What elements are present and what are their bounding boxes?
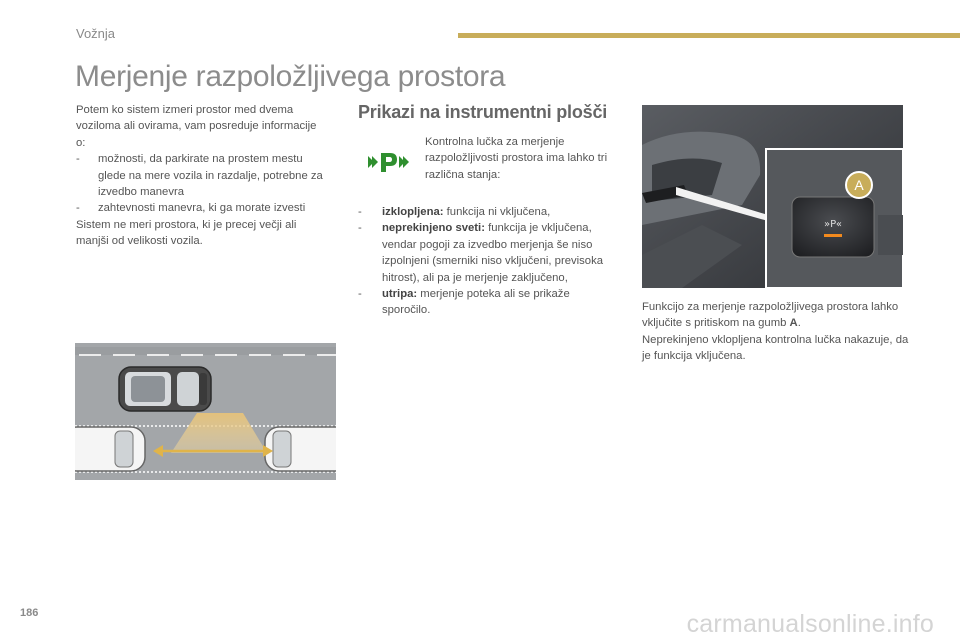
indicator-description: Kontrolna lučka za merjenje razpoložljivosti prostora ima lahko tri različna stanja:: [425, 136, 608, 181]
bullet-dash: -: [76, 153, 80, 166]
button-letter: A: [789, 317, 798, 330]
state-text: funkcija je vključena, vendar pogoji za izvedbo merjenja še niso izpolnjeni (smerniki niso vključeni, previsoka hitrost), ali pa je merjenje zaključeno,: [382, 222, 604, 284]
car-parked-left: [75, 427, 145, 471]
parking-space-illustration: [75, 343, 336, 480]
button-led-icon: [824, 234, 842, 237]
button-text-2: Neprekinjeno vklopljena kontrolna lučka nakazuje, da je funkcija vključena.: [642, 333, 909, 363]
page-number: 186: [20, 607, 39, 619]
button-text: [642, 299, 912, 332]
intro-bullet: [76, 200, 326, 216]
dashboard-button-photo: [642, 105, 903, 288]
state-item: [358, 204, 618, 220]
state-text: merjenje poteka ali se prikaže sporočilo.: [382, 288, 570, 317]
button-text-after: .: [797, 317, 801, 330]
state-label: utripa:: [382, 288, 418, 301]
header-accent-bar: [458, 33, 960, 38]
bullet-dash: -: [358, 206, 362, 218]
indicator-states-list: [358, 204, 618, 319]
page-title: Merjenje razpoložljivega prostora: [75, 60, 506, 93]
bullet-dash: -: [358, 288, 362, 301]
button-description: [642, 299, 912, 365]
bullet-dash: -: [358, 222, 362, 235]
section-label: Vožnja: [76, 26, 116, 41]
state-label: izklopljena:: [382, 206, 444, 218]
intro-column: [76, 102, 326, 250]
button-text-before: Funkcijo za merjenje razpoložljivega prostora lahko vključite s pritiskom na gumb: [642, 301, 899, 330]
watermark: carmanualsonline.info: [686, 610, 934, 638]
state-item: [358, 220, 618, 286]
intro-bullet: [76, 151, 326, 200]
state-label: neprekinjeno sveti:: [382, 222, 485, 235]
park-assist-indicator-icon: [368, 151, 412, 173]
callout-letter: A: [854, 177, 864, 193]
intro-text: Potem ko sistem izmeri prostor med dvema voziloma ali ovirama, vam posreduje informacije o:: [76, 104, 317, 149]
state-text: funkcija ni vključena,: [443, 206, 551, 218]
section-heading: Prikazi na instrumentni plošči: [358, 102, 608, 122]
bullet-text: možnosti, da parkirate na prostem mestu glede na mere vozila in razdalje, potrebne za izvedbo manevra: [98, 153, 323, 199]
bullet-text: zahtevnosti manevra, ki ga morate izvesti: [98, 202, 306, 215]
bullet-dash: -: [76, 202, 80, 215]
callout-a-icon: [846, 172, 872, 198]
car-measuring: [119, 367, 211, 411]
button-symbol-icon: »P«: [823, 219, 843, 230]
state-item: [358, 286, 618, 319]
car-parked-right: [265, 427, 336, 471]
intro-note: Sistem ne meri prostora, ki je precej večji ali manjši od velikosti vozila.: [76, 218, 297, 248]
